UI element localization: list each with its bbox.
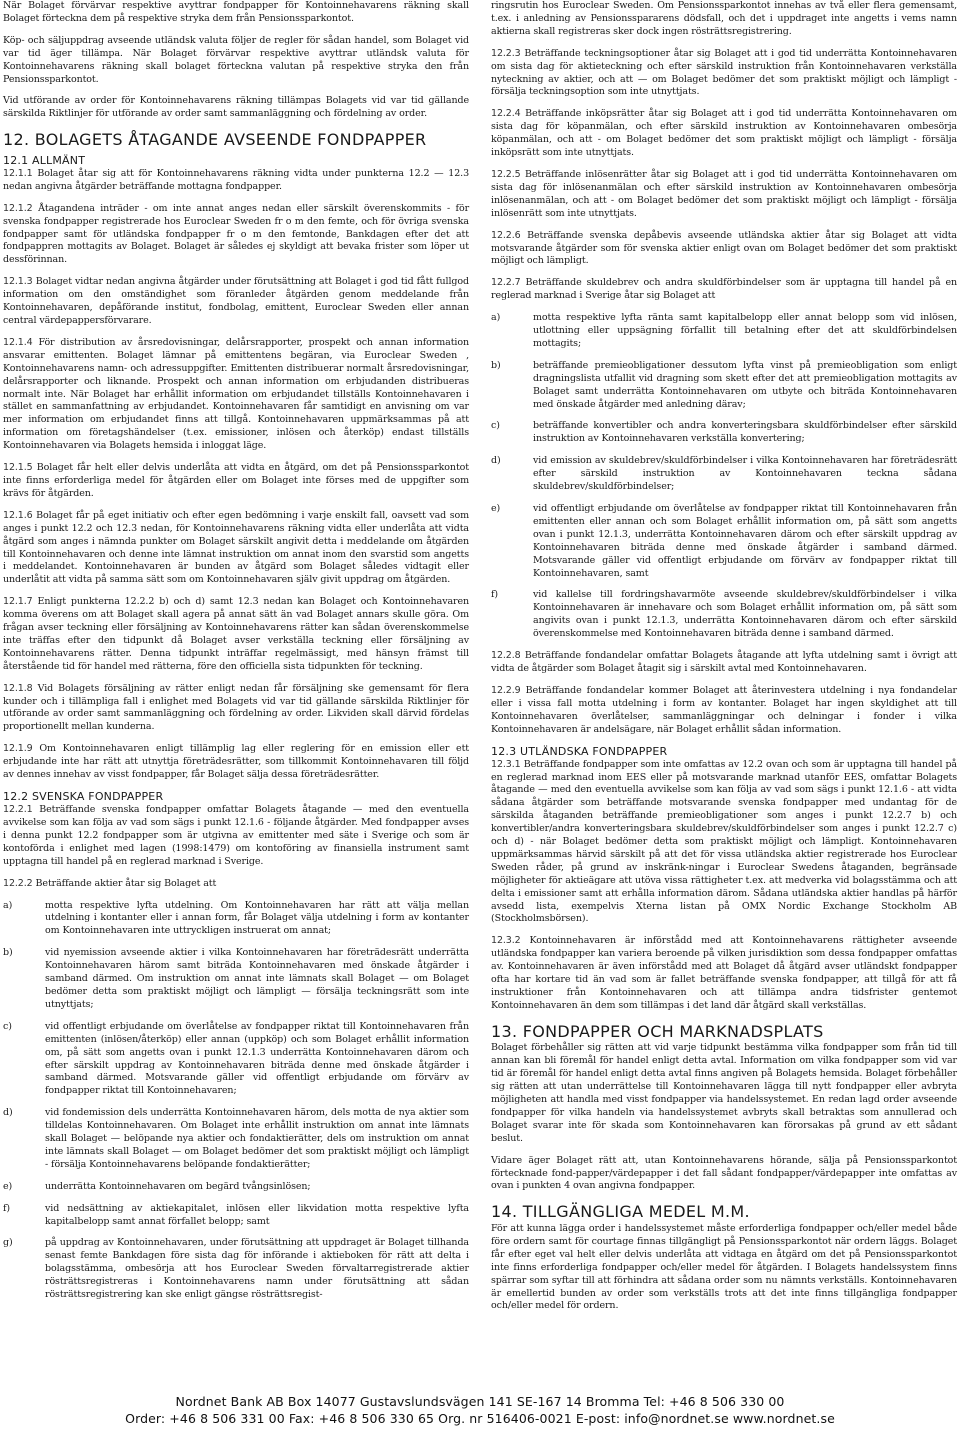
section-heading-13: 13. FONDPAPPER OCH MARKNADSPLATS	[491, 1021, 824, 1041]
list-item-label: g)	[3, 1237, 13, 1249]
subsection-heading-12-3: 12.3 UTLÄNDSKA FONDPAPPER	[491, 744, 668, 758]
clause-12-1-6	[3, 510, 469, 587]
clause-12-1-5	[3, 462, 469, 501]
clause-12-2-2	[3, 878, 469, 891]
clause-12-1-8	[3, 683, 469, 735]
clause-number: 12.3.1	[491, 758, 521, 770]
section-heading-12: 12. BOLAGETS ÅTAGANDE AVSEENDE FONDPAPPER	[3, 130, 427, 150]
paragraph: Bolaget förbehåller sig rätten att vid varje tidpunkt bestämma vilka fondpapper som från tid till annan kan bli föremål för handel enligt detta avtal. Information om vilka fondpapper som vid var tid är föremål för handel enligt detta avtal finns angiven på Bolagets hemsida. Bolaget förbehåller sig rätten att utan underrättelse till Kontoinnehavaren lägga till nytt fondpapper eller avbryta möjligheten att handla med visst fondpapper via handelssystemet. En redan lagd order avseende fondpapper för vilka handeln via handelssystemet avbryts skall betraktas som annullerad och Bolaget svarar inte för skada som Kontoinnehavaren kan förorsakas på grund av ett sådant beslut.	[491, 1042, 957, 1144]
list-item-label: c)	[3, 1020, 12, 1032]
clause-text: Enligt punkterna 12.2.2 b) och d) samt 12.3 nedan kan Bolaget och Kontoinnehavaren komma överens om att Bolaget skall agera på annat sätt än vad Bolaget annars skulle göra. Om frågan avser teckning eller försäljning av Kontoinnehavarens rätter kan sådan överenskommelse inte träffas efter den tidpunkt då Bolaget avser verkställa teckning eller försäljning av Kontoinnehavarens rätter. Denna tidpunkt inträffar regelmässigt, med hänsyn främst till återstående tid för handel med rätterna, före den officiella sista tidpunkten för teckning.	[3, 596, 470, 672]
subsection-heading-12-1: 12.1 ALLMÄNT	[3, 153, 86, 167]
paragraph: Vid utförande av order för Kontoinnehavarens räkning tillämpas Bolagets vid var tid gällande särskilda Riktlinjer för utförande av order samt sammanläggning och fördelning av order.	[3, 95, 469, 120]
clause-text: Bolaget vidtar nedan angivna åtgärder under förutsättning att Bolaget i god tid fått fullgod information om den omständighet som föranleder åtgärden genom meddelande från Kontoinnehavaren, depåförande institut, fondbolag, emittent, Euroclear Sweden eller annan central värdepappersförvarare.	[3, 276, 470, 326]
clause-number: 12.2.8	[491, 650, 521, 662]
clause-number: 12.2.4	[491, 108, 521, 120]
list-item	[3, 947, 469, 1012]
list-item-text: vid fondemission dels underrätta Kontoinnehavaren härom, dels motta de nya aktier som tilldelas Kontoinnehavaren. Om Bolaget inte erhållit instruktion om annat inte lämnats skall Bolaget — belöpande nya aktier och fondaktierätter, dels om instruktion om annat inte lämnats skall Bolaget — om Bolaget bedömer det som praktiskt möjligt och lämpligt - försälja Kontoinnehavarens belöpande fondaktierätter;	[45, 1107, 469, 1170]
list-item-text: vid offentligt erbjudande om överlåtelse av fondpapper riktat till Kontoinnehavaren från emittenten (inlösen/återköp) eller annan (uppköp) och som Bolaget erhållit information om, på sätt som angetts ovan i punkt 12.1.3 underrätta Kontoinnehavaren därom och efter särskilt uppdrag av Kontoinnehavaren biträda denne med önskade åtgärder i samband därmed. Motsvarande gäller vid offentligt erbjudande om förvärv av fondpapper riktat till Kontoinnehavaren;	[45, 1020, 469, 1097]
list-item	[491, 455, 957, 494]
clause-number: 12.2.1	[3, 804, 33, 816]
clause-text: Beträffande svenska fondpapper omfattar Bolagets åtagande — med den eventuella avvikelse som kan följa av vad som sägs i punkt 12.1.6 - följande åtgärder. Med fondpapper avses i denna punkt 12.2 fondpapper som är utgivna av emittenter med säte i Sverige och som är kontoförda i enlighet med lagen (1998:1479) om kontoföring av finansiella instrument samt upptagna till handel på en reglerad marknad i Sverige.	[3, 804, 469, 867]
clause-text: Beträffande skuldebrev och andra skuldförbindelser som är upptagna till handel på en reglerad marknad i Sverige åtar sig Bolaget att	[491, 277, 957, 302]
list-item-text: motta respektive lyfta ränta samt kapitalbelopp eller annat belopp som vid inlösen, utlottning eller uppsägning förfallit till betalning efter det att skuldförbindelsen mottagits;	[533, 312, 957, 349]
clause-text: Beträffande fondandelar omfattar Bolagets åtagande att lyfta utdelning samt i övrigt att vidta de åtgärder som Bolaget åtagit sig i särskilt avtal med Kontoinnehavaren.	[491, 650, 957, 674]
list-item	[3, 1107, 469, 1172]
clause-12-2-6	[491, 230, 957, 269]
list-item-label: e)	[3, 1180, 13, 1192]
paragraph: Vidare äger Bolaget rätt att, utan Kontoinnehavarens hörande, sälja på Pensionssparkontot förtecknade fond-papper/värdepapper i det fall sådant fondpapper/värdepapper inte omfattas av ovan i punkten 4 ovan angivna fondpapper.	[491, 1154, 957, 1192]
paragraph: När Bolaget förvärvar respektive avyttrar fondpapper för Kontoinnehavarens räkning skall Bolaget förteckna dem på respektive stryka dem från Pensionssparkontot.	[3, 0, 469, 24]
clause-12-1-2	[3, 203, 469, 268]
clause-text: Kontoinnehavaren är införstådd med att Kontoinnehavarens rättigheter avseende utländska fondpapper kan variera beroende på vilken jurisdiktion som dessa fondpapper omfattas av. Kontoinnehavaren är även införstådd med att Bolaget då åtgärd avser utländskt fondpapper ofta har kortare tid än vad som är fallet beträffande svenska fondpapper, att tillgå för att få instruktioner från Kontoinnehavaren och att tillämpa andra tidsfrister gentemot Kontoinnehavaren än dem som tillämpas i det land där åtgärd skall verkställas.	[491, 935, 957, 1011]
subsection-heading-12-2: 12.2 SVENSKA FONDPAPPER	[3, 790, 164, 803]
clause-12-2-1	[3, 804, 469, 869]
clause-text: Beträffande teckningsoptioner åtar sig Bolaget att i god tid underrätta Kontoinnehavaren om sista dag för aktieteckning och efter särskild instruktion från Kontoinnehavaren verkställa nyteckning av aktier, och att — om Bolaget bedömer det som praktiskt möjligt och lämpligt - försälja teckningsoption som inte utnyttjats.	[491, 47, 958, 98]
footer-contact: Order: +46 8 506 331 00 Fax: +46 8 506 330 65 Org. nr 516406-0021 E-post: info@nordnet.se www.nordnet.se	[125, 1411, 835, 1426]
clause-12-2-9	[491, 685, 957, 737]
list-item-label: b)	[3, 947, 13, 959]
clause-text: Vid Bolagets försäljning av rätter enligt nedan får försäljning ske gemensamt för flera kunder och i tillämpliga fall i enlighet med Bolagets vid var tid gällande särskilda Riktlinjer för utförande av order samt sammanläggning och fördelning av order. Likviden skall därvid fördelas proportionellt mellan kunderna.	[3, 682, 469, 733]
clause-number: 12.1.4	[3, 336, 33, 348]
right-column	[491, 0, 957, 1322]
clause-number: 12.1.3	[3, 276, 33, 288]
clause-number: 12.1.7	[3, 596, 33, 608]
list-item-text: vid emission av skuldebrev/skuldförbindelser i vilka Kontoinnehavaren har företrädesrätt efter särskild instruktion av Kontoinnehavaren teckna sådana skuldebrev/skuldförbindelser;	[533, 455, 957, 493]
clause-12-1-3	[3, 276, 469, 328]
footer-address: Nordnet Bank AB Box 14077 Gustavslundsvägen 141 SE-167 14 Bromma Tel: +46 8 506 330 00	[175, 1394, 785, 1409]
clause-number: 12.2.7	[491, 277, 521, 289]
list-item	[3, 900, 469, 939]
section-heading-14: 14. TILLGÄNGLIGA MEDEL M.M.	[491, 1202, 750, 1222]
clause-number: 12.1.2	[3, 202, 33, 214]
clause-number: 12.1.8	[3, 682, 33, 694]
list-item-text: vid kallelse till fordringshavarmöte avseende skuldebrev/skuldförbindelser i vilka Kontoinnehavaren är innehavare och som Bolaget erhållit information om, på sätt som angivits ovan i punkt 12.1.3, underrätta Kontoinnehavaren därom och efter särskild överenskommelse med Kontoinnehavaren biträda denne i samband därmed.	[533, 589, 957, 640]
paragraph: ringsrutin hos Euroclear Sweden. Om Pensionssparkontot innehas av två eller flera gemensamt, t.ex. i anledning av Pensionsspararens dödsfall, och det i uppdraget inte angetts i vems namn aktierna skall registreras sker dock ingen rösträttsregistrering.	[491, 0, 957, 37]
list-item	[491, 360, 957, 412]
clause-number: 12.1.9	[3, 743, 33, 755]
clause-number: 12.1.5	[3, 462, 33, 474]
list-item-text: beträffande premieobligationer dessutom lyfta vinst på premieobligation som enligt dragningslista utfallit vid dragning som skett efter det att premieobligation mottagits av Bolaget samt underrätta Kontoinnehavaren om utbyte och biträda Kontoinnehavaren med önskade åtgärder med anledning därav;	[533, 359, 957, 410]
clause-12-2-3	[491, 48, 957, 100]
clause-text: Beträffande aktier åtar sig Bolaget att	[35, 877, 217, 889]
list-item-text: underrätta Kontoinnehavaren om begärd tvångsinlösen;	[45, 1180, 311, 1192]
clause-text: Bolaget får helt eller delvis underlåta att vidta en åtgärd, om det på Pensionssparkontot inte finns erforderliga medel för åtgärden eller om Bolaget inte förses med de uppgifter som krävs för åtgärden.	[3, 462, 469, 499]
clause-number: 12.2.5	[491, 168, 521, 180]
list-item-label: f)	[491, 589, 499, 601]
list-item-text: motta respektive lyfta utdelning. Om Kontoinnehavaren har rätt att välja mellan utdelning i kontanter eller i annan form, får Bolaget välja utdelning i form av kontanter om Kontoinnehavaren inte uttryckligen instruerat om annat;	[45, 899, 469, 937]
clause-12-1-1	[3, 168, 469, 194]
list-item	[491, 420, 957, 446]
list-item-text: på uppdrag av Kontoinnehavaren, under förutsättning att uppdraget är Bolaget tillhanda senast femte Bankdagen före sista dag för införande i aktieboken för rätt att delta i bolagsstämma, ombesörja att hos Euroclear Sweden förvaltarregistrerade aktier rösträttsregistreras i Kontoinnehavarens namn under förutsättning att sådan rösträttsregistrering kan ske enligt gängse rösträttsregist-	[45, 1237, 469, 1301]
clause-number: 12.2.2	[3, 877, 33, 889]
clause-text: För distribution av årsredovisningar, delårsrapporter, prospekt och annan information ansvarar emittenten. Bolaget lämnar på emittentens begäran, via Euroclear Sweden , Kontoinnehavarens namn- och adressuppgifter. Emittenten distribuerar normalt årsredovisningar, delårsrapporter och liknande. Prospekt och annan information om erbjudanden distribueras normalt inte. När Bolaget har erhållit information om erbjudandet tillställs Kontoinnehavaren i stället en sammanfattning av erbjudandet. Kontoinnehavaren får samtidigt en anvisning om var mer information om erbjudandet finns att tillgå. Kontoinnehavaren uppmärksammas på att information om företagshändelser (t.ex. emissioner, inlösen och återköp) endast tillställs Kontoinnehavaren via Bolagets hemsida i inloggat läge.	[3, 336, 470, 452]
list-item-label: a)	[3, 899, 13, 911]
clause-12-2-5	[491, 169, 957, 221]
list-item	[3, 1021, 469, 1098]
list-item-text: beträffande konvertibler och andra konverteringsbara skuldförbindelser efter särskild instruktion av Kontoinnehavaren verkställa konvertering;	[533, 420, 957, 445]
clause-12-1-4	[3, 337, 469, 453]
list-item	[3, 1203, 469, 1229]
list-item-label: c)	[491, 420, 500, 432]
clause-number: 12.3.2	[491, 935, 521, 947]
list-item-label: d)	[3, 1107, 13, 1119]
clause-number: 12.1.6	[3, 509, 33, 521]
clause-12-1-7	[3, 596, 469, 673]
clause-text: Beträffande inköpsrätter åtar sig Bolaget att i god tid underrätta Kontoinnehavaren om sista dag för köpanmälan, och efter särskild instruktion av Kontoinnehavaren ombesörja köpanmälan, och att - om Bolaget bedömer det som praktiskt möjligt och lämpligt - försälja inköpsrätt som inte utnyttjats.	[491, 108, 958, 159]
left-column	[3, 0, 469, 1311]
clause-number: 12.2.9	[491, 684, 521, 696]
clause-text: Om Kontoinnehavaren enligt tillämplig lag eller reglering för en emission eller ett erbjudande inte har rätt att utnyttja företrädesrätter, som tillkommit Kontoinnehavaren till följd av dennes innehav av visst fondpapper, får Bolaget sälja dessa företrädesrätter.	[3, 743, 469, 781]
clause-text: Bolaget åtar sig att för Kontoinnehavarens räkning vidta under punkterna 12.2 — 12.3 nedan angivna åtgärder beträffande mottagna fondpapper.	[3, 167, 470, 192]
list-item-label: a)	[491, 312, 501, 324]
clause-12-2-7	[491, 277, 957, 303]
clause-12-3-2	[491, 935, 957, 1012]
list-item-label: b)	[491, 359, 501, 371]
paragraph: För att kunna lägga order i handelssystemet måste erforderliga fondpapper och/eller medel både före ordern samt för courtage finnas tillgängligt på Pensionssparkontot när ordern läggs. Bolaget får efter eget val helt eller delvis underlåta att vidtaga en åtgärd om det på Pensionssparkontot inte finns erforderliga fondpapper och/eller medel för åtgärden. I Bolagets handelssystem finns spärrar som syftar till att förhindra att sådana order som nu nämnts verkställs. Kontoinnehavaren är emellertid bunden av order som verkställs trots att det inte finns tillgängliga fondpapper och/eller medel för ordern.	[491, 1222, 957, 1312]
clause-12-3-1	[491, 759, 957, 927]
paragraph: Köp- och säljuppdrag avseende utländsk valuta följer de regler för sådan handel, som Bolaget vid var tid äger tillämpa. När Bolaget förvärvar respektive avyttrar utländsk valuta för Kontoinnehavarens räkning skall bolaget förteckna valutan på respektive stryka den från Pensionssparkontot.	[3, 34, 469, 85]
clause-text: Beträffande fondandelar kommer Bolaget att återinvestera utdelning i nya fondandelar eller i vissa fall motta utdelning i form av kontanter. Bolaget har ingen skyldighet att till Kontoinnehavaren överlåtelser, sammanläggningar och delningar i fonder i vilka Kontoinnehavaren är andelsägare, när Bolaget erhållit sådan information.	[491, 684, 957, 735]
clause-number: 12.2.3	[491, 47, 521, 59]
clause-12-2-8	[491, 650, 957, 676]
clause-text: Beträffande svenska depåbevis avseende utländska aktier åtar sig Bolaget att vidta motsvarande åtgärder som för svenska aktier enligt ovan om Bolaget bedömer det som praktiskt möjligt och lämpligt.	[491, 229, 957, 267]
list-item	[491, 312, 957, 351]
clause-number: 12.1.1	[3, 167, 33, 179]
list-item-label: f)	[3, 1202, 11, 1214]
clause-text: Beträffande fondpapper som inte omfattas av 12.2 ovan och som är upptagna till handel på en reglerad marknad inom EES eller på motsvarande marknad utanför EES, omfattar Bolagets åtagande — med den eventuella avvikelse som kan följa av vad som sägs i punkt 12.1.6 - att vidta sådana åtgärder som beträffande motsvarande svenska fondpapper med undantag för de särskilda åtaganden beträffande premieobligationer som anges i punkt 12.2.7 b) och konvertibler/andra konverteringsbara skuldebrev/skuldförbindelser som anges i punkt 12.2.7 c) och d) - när Bolaget bedömer detta som praktiskt möjligt och lämpligt. Kontoinnehavaren uppmärksammas härvid särskilt på att det för vissa utländska aktier registrerade hos Euroclear Sweden råder, på grund av inskränk-ningar i Euroclear Swedens åtaganden, begränsade möjligheter för aktieägare att utöva vissa rättigheter t.ex. att medverka vid bolagsstämma och att delta i emissioner samt att erhålla information därom. Sådana utländska aktier handlas på härför avsedd lista, exempelvis Xterna listan på OMX Nordic Exchange Stockholm AB (Stockholmsbörsen).	[491, 758, 958, 925]
clause-number: 12.2.6	[491, 229, 521, 241]
list-item-text: vid offentligt erbjudande om överlåtelse av fondpapper riktat till Kontoinnehavaren från emittenten eller annan och som Bolaget erhållit information om, på sätt som angetts ovan i punkt 12.1.3, underrätta Kontoinnehavaren därom och efter särskilt uppdrag av Kontoinnehavaren biträda denne med önskade åtgärder i samband därmed. Motsvarande gäller vid offentligt erbjudande om förvärv av fondpapper riktat till Kontoinnehavaren, samt	[533, 503, 957, 579]
clause-text: Åtagandena inträder - om inte annat anges nedan eller särskilt överenskommits - för svenska fondpapper registrerade hos Euroclear Sweden fr o m den femte, och för övriga svenska fondpapper samt för utländska fondpapper fr o m den femtonde, Bankdagen efter det att fondpappren mottagits av Bolaget. Bolaget är således ej skyldigt att bevaka frister som löper ut dessförinnan.	[3, 202, 470, 266]
list-item-text: vid nedsättning av aktiekapitalet, inlösen eller likvidation motta respektive lyfta kapitalbelopp samt annat förfallet belopp; samt	[45, 1202, 469, 1227]
clause-12-2-4	[491, 108, 957, 160]
list-item	[491, 589, 957, 641]
list-item-text: vid nyemission avseende aktier i vilka Kontoinnehavaren har företrädesrätt underrätta Kontoinnehavaren härom samt biträda Kontoinnehavaren med önskade åtgärder i samband därmed. Om instruktion om annat inte lämnats skall Bolaget — om Bolaget bedömer detta som praktiskt möjligt och lämpligt — försälja teckningsrätt som inte utnyttjats;	[45, 947, 469, 1010]
clause-12-1-9	[3, 743, 469, 782]
clause-text: Bolaget får på eget initiativ och efter egen bedömning i varje enskilt fall, oavsett vad som anges i punkt 12.2 och 12.3 nedan, för Kontoinnehavarens räkning vidta eller underlåta att vidta åtgärd som anges i nämnda punkter om Bolaget särskilt angivit detta i meddelande om åtgärden till Kontoinnehavaren och denne inte lämnat instruktion om annat inom den svarstid som angetts i meddelandet. Kontoinnehavaren är bunden av åtgärd som Bolaget således vidtagit eller underlåtit att vidta på samma sätt som om Kontoinnehavaren själv givit uppdrag om åtgärden.	[3, 509, 469, 586]
list-item	[491, 503, 957, 580]
list-item	[3, 1181, 469, 1194]
list-item	[3, 1237, 469, 1302]
list-item-label: d)	[491, 455, 501, 467]
clause-text: Beträffande inlösenrätter åtar sig Bolaget att i god tid underrätta Kontoinnehavaren om sista dag för inlösenanmälan och efter särskild instruktion av Kontoinnehavaren ombesörja inlösenanmälan, och att - om Bolaget bedömer det som praktiskt möjligt och lämpligt - försälja inlösenrätt som inte utnyttjats.	[491, 168, 958, 219]
list-item-label: e)	[491, 503, 501, 514]
